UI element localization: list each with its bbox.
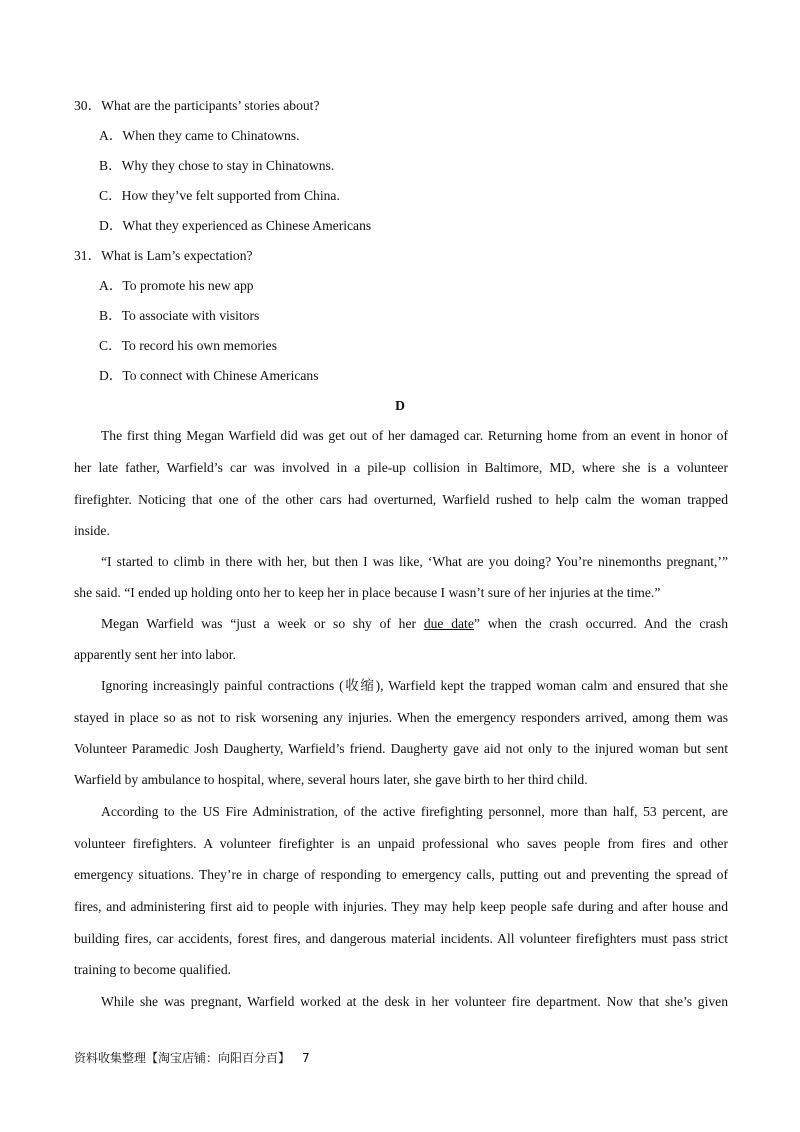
paragraph-2-line-2: she said. “I ended up holding onto her to keep her in place because I wasn’t sure of her injuries at the time.” [74,585,661,600]
paragraph-5-line-2: volunteer firefighters. A volunteer firefighter is an unpaid professional who saves people from fires and other [74,836,728,851]
paragraph-5-line-4: fires, and administering first aid to people with injuries. They may help keep people safe during and after house and [74,899,728,914]
paragraph-5-line-1: According to the US Fire Administration, of the active firefighting personnel, more than half, 53 percent, are [101,804,728,819]
question-31-stem: 31．What is Lam’s expectation? [74,248,253,263]
paragraph-4-line-3: Volunteer Paramedic Josh Daugherty, Warfield’s friend. Daugherty gave aid not only to the injured woman but sent [74,741,728,756]
paragraph-1-line-2: her late father, Warfield’s car was involved in a pile-up collision in Baltimore, MD, where she is a volunteer [74,460,728,475]
question-31-option-c: C．To record his own memories [99,338,277,353]
question-30-option-d: D．What they experienced as Chinese Americans [99,218,372,233]
page-number: 7 [302,1051,310,1065]
underlined-term-due-date: due date [423,616,474,631]
paragraph-5-line-6: training to become qualified. [74,962,232,977]
question-30-stem: 30．What are the participants’ stories about? [74,98,320,113]
question-30-option-b: B．Why they chose to stay in Chinatowns. [99,158,335,173]
paragraph-3-line-1 [101,615,728,633]
paragraph-4-line-1: Ignoring increasingly painful contractions (收缩), Warfield kept the trapped woman calm and ensured that she [101,678,728,693]
paragraph-1-line-1: The first thing Megan Warfield did was get out of her damaged car. Returning home from an event in honor of [101,428,728,443]
question-30-option-a: A．When they came to Chinatowns. [99,128,300,143]
page-footer [74,1050,310,1066]
paragraph-4-line-2: stayed in place so as not to risk worsening any injuries. When the emergency responders arrived, among them was [74,710,728,725]
question-31-option-b: B．To associate with visitors [99,308,260,323]
paragraph-3-line-2: apparently sent her into labor. [74,647,236,662]
footer-source-text: 资料收集整理【淘宝店铺：向阳百分百】 [74,1051,291,1065]
paragraph-6-line-1: While she was pregnant, Warfield worked at the desk in her volunteer fire department. Now that she’s given [101,994,728,1009]
paragraph-1-line-4: inside. [74,523,110,538]
question-31-option-a: A．To promote his new app [99,278,254,293]
question-31-option-d: D．To connect with Chinese Americans [99,368,319,383]
paragraph-4-line-4: Warfield by ambulance to hospital, where, several hours later, she gave birth to her third child. [74,772,588,787]
paragraph-3-text-before: Megan Warfield was “just a week or so shy of her [101,616,424,631]
section-title: D [395,398,405,413]
paragraph-5-line-5: building fires, car accidents, forest fires, and dangerous material incidents. All volunteer firefighters must pass strict [74,931,728,946]
paragraph-5-line-3: emergency situations. They’re in charge of responding to emergency calls, putting out and preventing the spread of [74,867,728,882]
paragraph-1-line-3: firefighter. Noticing that one of the other cars had overturned, Warfield rushed to help calm the woman trapped [74,492,728,507]
question-30-option-c: C．How they’ve felt supported from China. [99,188,340,203]
paragraph-2-line-1: “I started to climb in there with her, but then I was like, ‘What are you doing? You’re ninemonths pregnant,’” [101,554,728,569]
paragraph-3-text-after: ” when the crash occurred. And the crash [473,616,728,631]
